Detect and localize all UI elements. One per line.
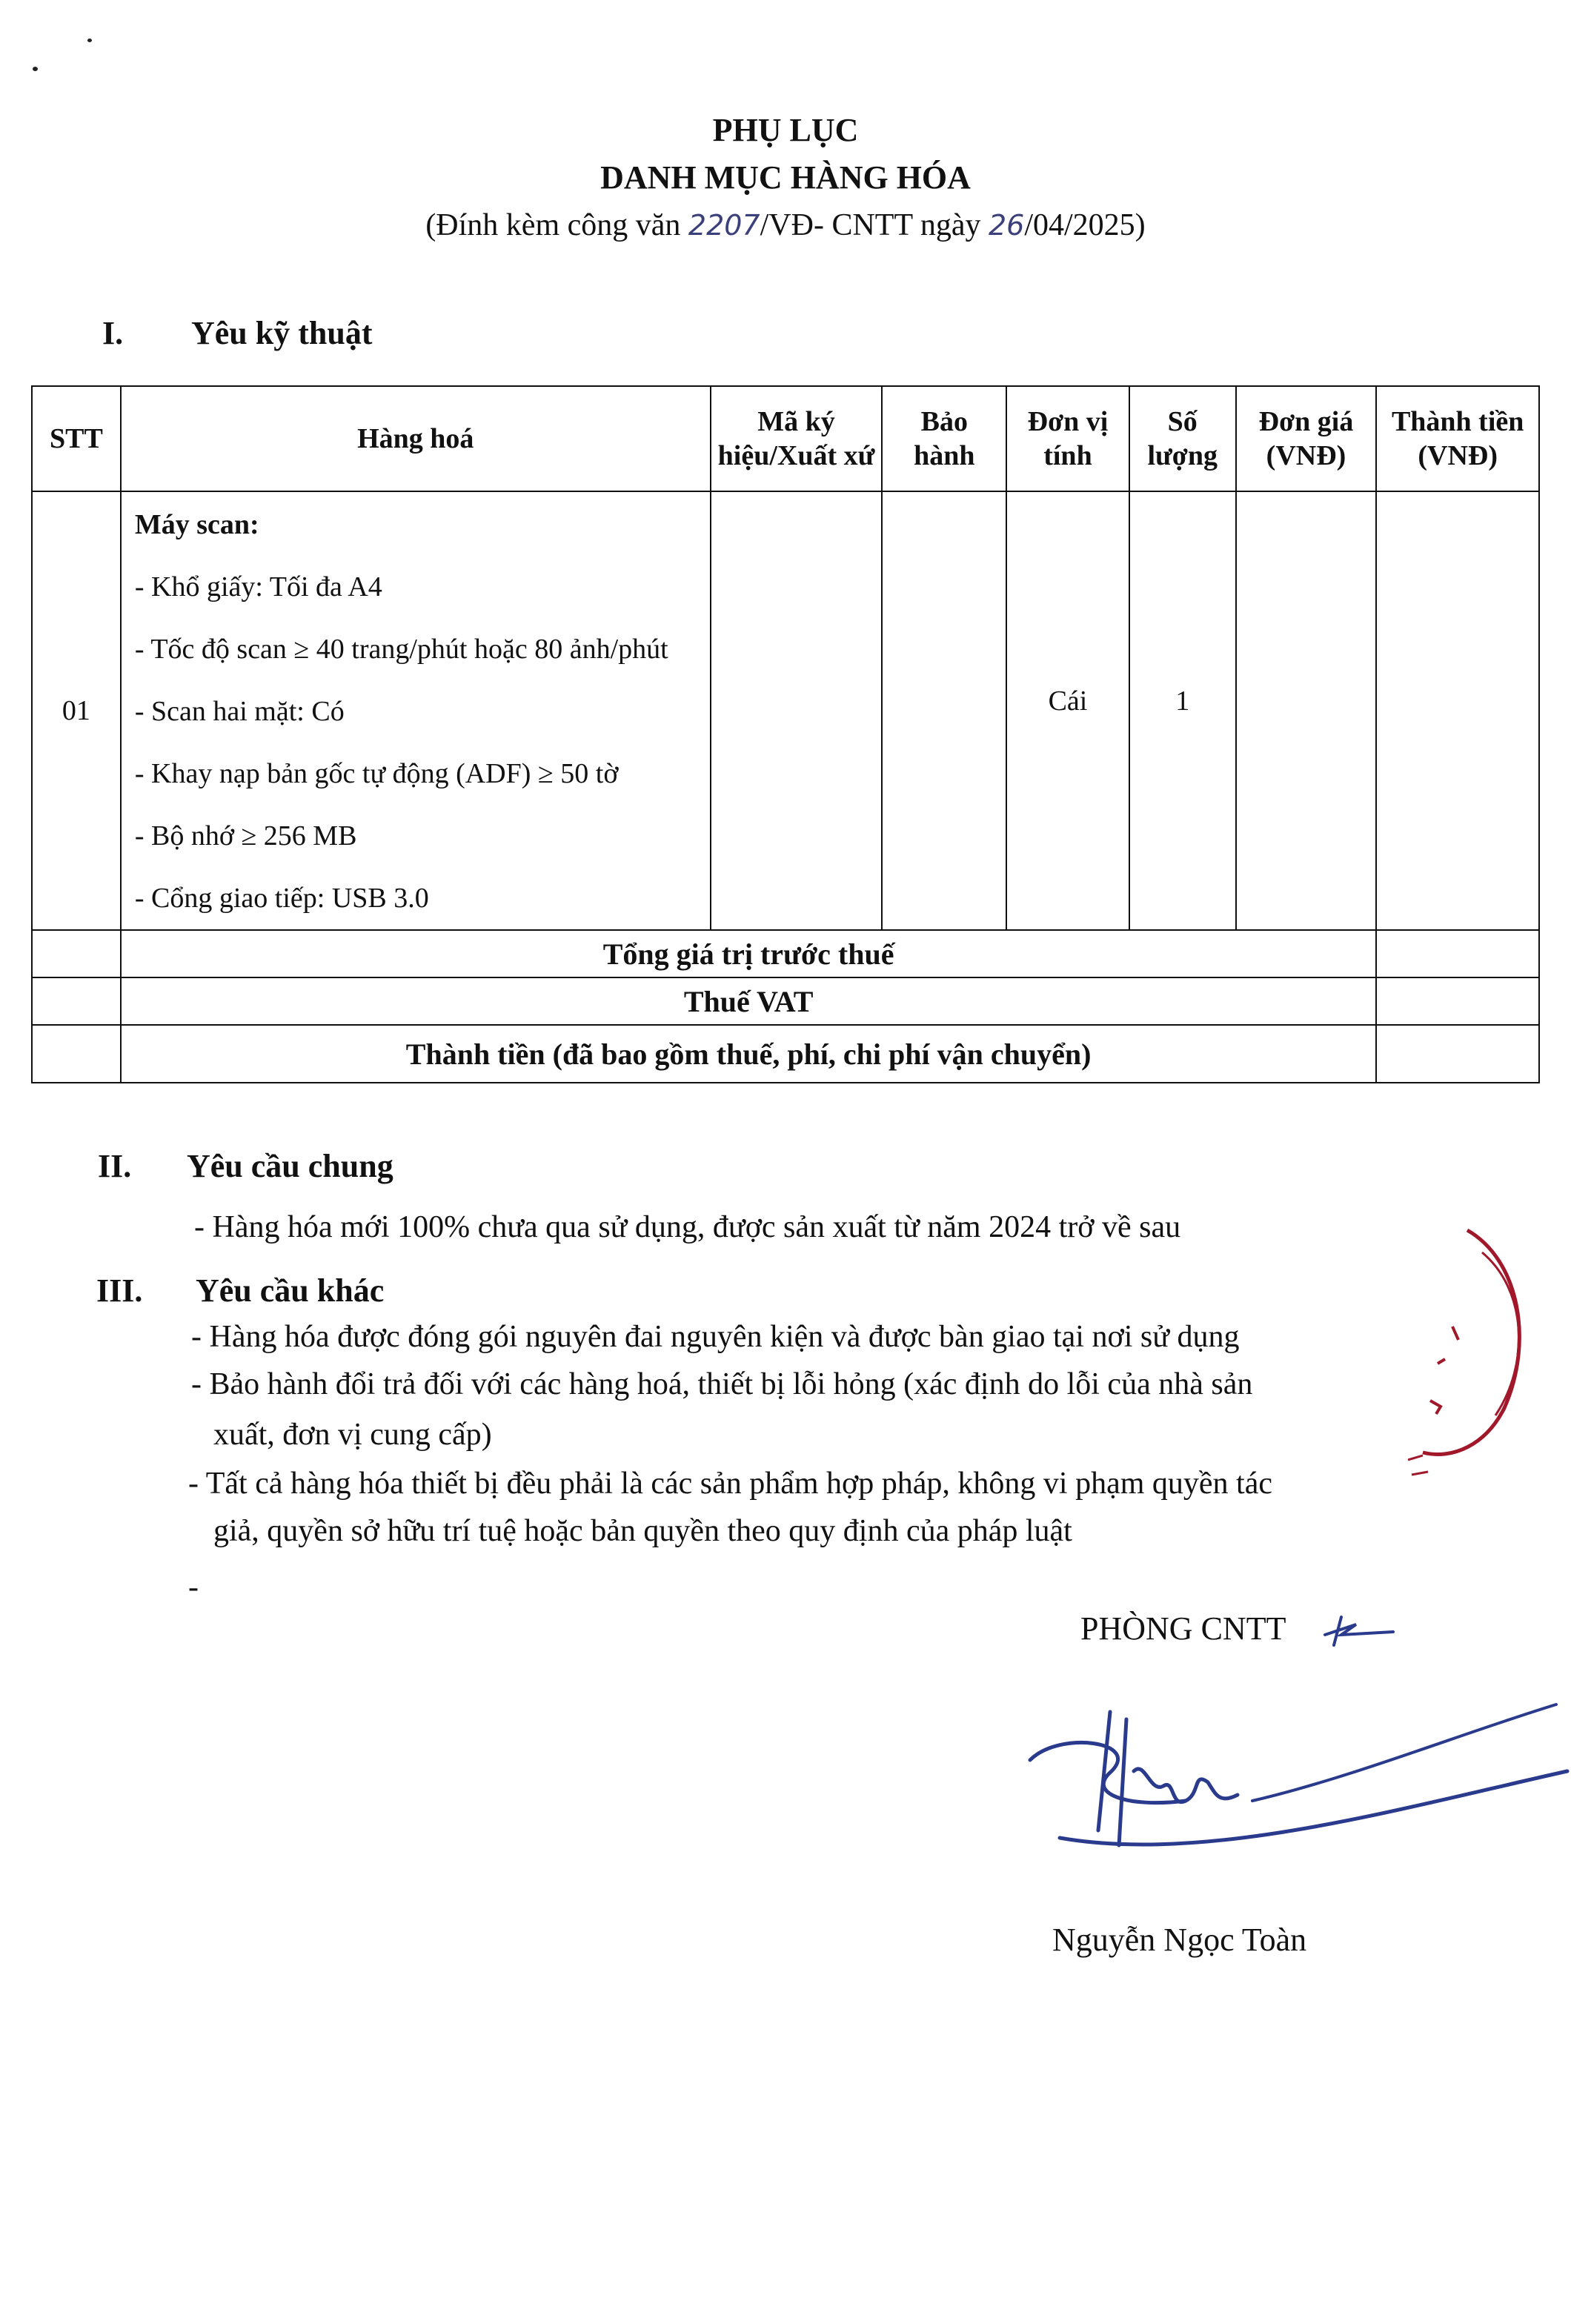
subtotal-value [1376,930,1539,977]
header-total: Thành tiền (VNĐ) [1376,386,1539,491]
section-3-line: giả, quyền sở hữu trí tuệ hoặc bản quyền theo quy định của pháp luật [213,1514,1072,1548]
attachment-middle: /VĐ- CNTT ngày [760,208,989,242]
scan-speck [33,67,38,71]
section-3-line: - Hàng hóa được đóng gói nguyên đai nguyên kiện và được bàn giao tại nơi sử dụng [191,1320,1240,1354]
cell-code [711,491,883,930]
header-qty: Số lượng [1129,386,1236,491]
cell-qty: 1 [1129,491,1236,930]
grand-total-stt-cell [32,1025,121,1083]
cell-unit: Cái [1006,491,1129,930]
section-3-title: Yêu cầu khác [196,1272,385,1309]
item-spec: - Khổ giấy: Tối đa A4 [134,571,382,602]
section-3-line: - Tất cả hàng hóa thiết bị đều phải là các sản phẩm hợp pháp, không vi phạm quyền tác [188,1467,1272,1501]
attachment-reference [0,208,1571,243]
handwritten-doc-number: 2207 [688,209,760,242]
grand-total-row [32,1025,1539,1083]
vat-value [1376,977,1539,1025]
section-1-title: Yêu kỹ thuật [191,315,373,351]
item-spec: - Tốc độ scan ≥ 40 trang/phút hoặc 80 ảnh/phút [134,634,668,665]
section-3-line: - Bảo hành đổi trả đối với các hàng hoá, thiết bị lỗi hỏng (xác định do lỗi của nhà sản [191,1367,1253,1401]
section-2-title: Yêu cầu chung [187,1148,393,1184]
item-name: Máy scan: [134,509,259,540]
section-3-line: xuất, đơn vị cung cấp) [213,1418,492,1452]
section-2-number: II. [98,1148,132,1184]
cell-warranty [882,491,1006,930]
subtotal-row [32,930,1539,977]
vat-label: Thuế VAT [121,977,1377,1025]
department-name: PHÒNG CNTT [1080,1610,1286,1647]
cell-stt: 01 [32,491,121,930]
initial-mark-icon [1312,1610,1408,1654]
attachment-suffix: /04/2025) [1024,208,1146,242]
cell-price [1236,491,1377,930]
item-spec: - Cổng giao tiếp: USB 3.0 [134,883,429,914]
handwritten-signature-icon [1015,1690,1571,1897]
signer-name: Nguyễn Ngọc Toàn [1052,1922,1307,1958]
document-subtitle: DANH MỤC HÀNG HÓA [600,159,971,196]
cell-item [121,491,711,930]
section-2-line: - Hàng hóa mới 100% chưa qua sử dụng, được sản xuất từ năm 2024 trở về sau [194,1210,1181,1244]
goods-table [31,385,1540,1083]
table-row [32,491,1539,930]
header-code: Mã ký hiệu/Xuất xứ [711,386,883,491]
header-stt: STT [32,386,121,491]
item-spec: - Scan hai mặt: Có [134,696,345,727]
item-spec: - Khay nạp bản gốc tự động (ADF) ≥ 50 tờ [134,758,619,789]
red-stamp-icon [1408,1215,1556,1497]
header-warranty: Bảo hành [882,386,1006,491]
vat-stt-cell [32,977,121,1025]
section-1-number: I. [102,315,124,351]
subtotal-label: Tổng giá trị trước thuế [121,930,1377,977]
scan-speck [87,39,92,42]
vat-row [32,977,1539,1025]
header-item: Hàng hoá [121,386,711,491]
document-title: PHỤ LỤC [712,112,859,148]
item-spec: - Bộ nhớ ≥ 256 MB [134,820,357,851]
cell-total [1376,491,1539,930]
subtotal-stt-cell [32,930,121,977]
grand-total-value [1376,1025,1539,1083]
header-price: Đơn giá (VNĐ) [1236,386,1377,491]
section-3-number: III. [96,1272,143,1309]
header-unit: Đơn vị tính [1006,386,1129,491]
attachment-prefix: (Đính kèm công văn [425,208,688,242]
table-header-row [32,386,1539,491]
section-3-line: - [188,1570,199,1604]
handwritten-day: 26 [988,209,1025,242]
grand-total-label: Thành tiền (đã bao gồm thuế, phí, chi phí vận chuyển) [121,1025,1377,1083]
